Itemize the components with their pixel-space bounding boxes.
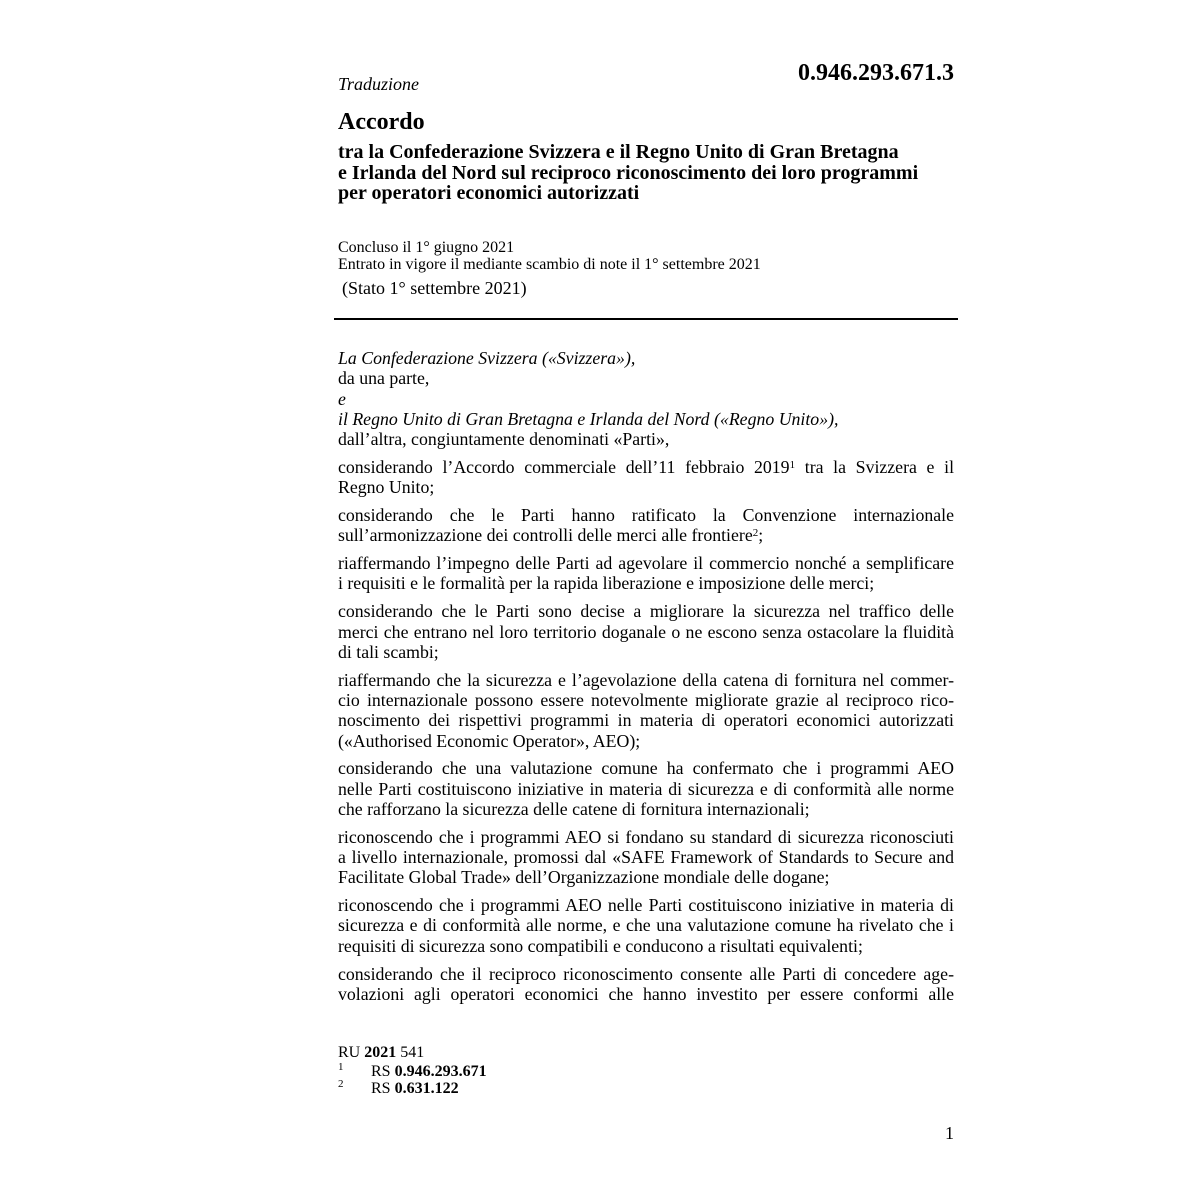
recital bbox=[338, 601, 954, 662]
recital bbox=[338, 827, 954, 888]
footnote bbox=[338, 1077, 638, 1097]
recital-line: riconoscendo che i programmi AEO si fondano su standard di sicurezza riconosciuti bbox=[338, 826, 954, 847]
recital-line: a livello internazionale, promossi dal «SAFE Framework of Standards to Secure and bbox=[338, 847, 954, 868]
recital-line bbox=[338, 525, 954, 545]
recital-line: considerando che le Parti sono decise a migliorare la sicurezza nel traffico delle bbox=[338, 601, 954, 622]
recital-line: merci che entrano nel loro territorio doganale o ne escono senza ostacolare la fluidità bbox=[338, 621, 954, 642]
recital bbox=[338, 758, 954, 819]
recital-line: i requisiti e le formalità per la rapida liberazione e imposizione delle merci; bbox=[338, 573, 875, 594]
recital-line: riaffermando che la sicurezza e l’agevolazione della catena di fornitura nel commer- bbox=[338, 669, 954, 690]
header-divider bbox=[334, 318, 958, 320]
recital-line: che rafforzano la sicurezza delle catene di fornitura internazionali; bbox=[338, 798, 810, 819]
recital-line: nelle Parti costituiscono iniziative in materia di sicurezza e di conformità alle norme bbox=[338, 778, 954, 799]
ru-prefix: RU bbox=[338, 1043, 361, 1061]
sr-number: 0.946.293.671.3 bbox=[798, 60, 954, 86]
first-party: La Confederazione Svizzera («Svizzera»), bbox=[338, 348, 636, 368]
recital bbox=[338, 670, 954, 751]
recital-text: considerando l’Accordo commerciale dell’11 febbraio 2019 bbox=[338, 456, 790, 477]
footnote-ref-number: 0.631.122 bbox=[394, 1079, 459, 1097]
ru-page: 541 bbox=[400, 1043, 425, 1061]
recital-line: sicurezza e di conformità alle norme, e che una valutazione comune ha rivelato che i bbox=[338, 915, 954, 936]
footnote-ref-number: 0.946.293.671 bbox=[394, 1062, 487, 1080]
status-date: (Stato 1° settembre 2021) bbox=[342, 278, 527, 298]
footnote-ref: 1 bbox=[789, 458, 796, 471]
recital bbox=[338, 553, 954, 594]
recital-line: volazioni agli operatori economici che hanno investito per essere conformi alle bbox=[338, 983, 954, 1004]
footnote-prefix: RS bbox=[371, 1062, 391, 1080]
footnote-text bbox=[371, 1063, 487, 1080]
recital-line: noscimento dei rispettivi programmi in materia di operatori economici autorizzati bbox=[338, 710, 954, 731]
footnote-number: 1 bbox=[338, 1060, 344, 1073]
recital-line bbox=[338, 457, 954, 477]
conjunction: e bbox=[338, 388, 346, 409]
recital-line: riconoscendo che i programmi AEO nelle Parti costituiscono iniziative in materia di bbox=[338, 895, 954, 916]
recital bbox=[338, 895, 954, 956]
recital bbox=[338, 964, 954, 1005]
recital bbox=[338, 457, 954, 498]
recital-line: riaffermando l’impegno delle Parti ad agevolare il commercio nonché a semplificare bbox=[338, 553, 954, 574]
footnote-ref: 2 bbox=[752, 527, 759, 540]
recital-text: tra la Svizzera e il bbox=[795, 456, 954, 477]
recital-line: Regno Unito; bbox=[338, 477, 435, 498]
first-party-role: da una parte, bbox=[338, 368, 430, 389]
recital-line: considerando che una valutazione comune ha confermato che i programmi AEO bbox=[338, 758, 954, 779]
page-number: 1 bbox=[945, 1123, 954, 1143]
official-compilation-ref bbox=[338, 1044, 954, 1061]
recital-line: considerando che il reciproco riconoscimento consente alle Parti di concedere age- bbox=[338, 963, 954, 984]
preamble-parties bbox=[338, 348, 954, 449]
page-title: Accordo bbox=[338, 109, 425, 135]
ru-year: 2021 bbox=[364, 1043, 397, 1061]
footnote bbox=[338, 1060, 638, 1080]
subtitle bbox=[338, 142, 954, 204]
concluded-date: Concluso il 1° giugno 2021 bbox=[338, 238, 515, 256]
second-party-role: dall’altra, congiuntamente denominati «Parti», bbox=[338, 429, 670, 450]
footnote-prefix: RS bbox=[371, 1079, 391, 1097]
translation-label: Traduzione bbox=[338, 74, 420, 94]
document-body bbox=[338, 348, 954, 1004]
recital-text: sull’armonizzazione dei controlli delle merci alle frontiere bbox=[338, 525, 753, 546]
second-party: il Regno Unito di Gran Bretagna e Irlanda del Nord («Regno Unito»), bbox=[338, 408, 839, 429]
subtitle-line: e Irlanda del Nord sul reciproco riconoscimento dei loro programmi bbox=[338, 161, 919, 184]
footnote-text bbox=[371, 1080, 459, 1097]
recital-line: considerando che le Parti hanno ratificato la Convenzione internazionale bbox=[338, 505, 954, 526]
footnote-number: 2 bbox=[338, 1077, 344, 1090]
entry-into-force-date: Entrato in vigore il mediante scambio di note il 1° settembre 2021 bbox=[338, 255, 761, 273]
recital-line: Facilitate Global Trade» dell’Organizzazione mondiale delle dogane; bbox=[338, 867, 830, 888]
recital-line: («Authorised Economic Operator», AEO); bbox=[338, 730, 641, 751]
recital-line: requisiti di sicurezza sono compatibili e conducono a risultati equivalenti; bbox=[338, 935, 863, 956]
recital bbox=[338, 505, 954, 546]
recital-line: di tali scambi; bbox=[338, 641, 439, 662]
dates-block bbox=[338, 239, 954, 273]
subtitle-line: tra la Confederazione Svizzera e il Regno Unito di Gran Bretagna bbox=[338, 141, 899, 163]
recital-text: ; bbox=[758, 525, 764, 546]
recital-line: cio internazionale possono essere notevolmente migliorate grazie al reciproco rico- bbox=[338, 689, 954, 710]
subtitle-line: per operatori economici autorizzati bbox=[338, 182, 640, 204]
